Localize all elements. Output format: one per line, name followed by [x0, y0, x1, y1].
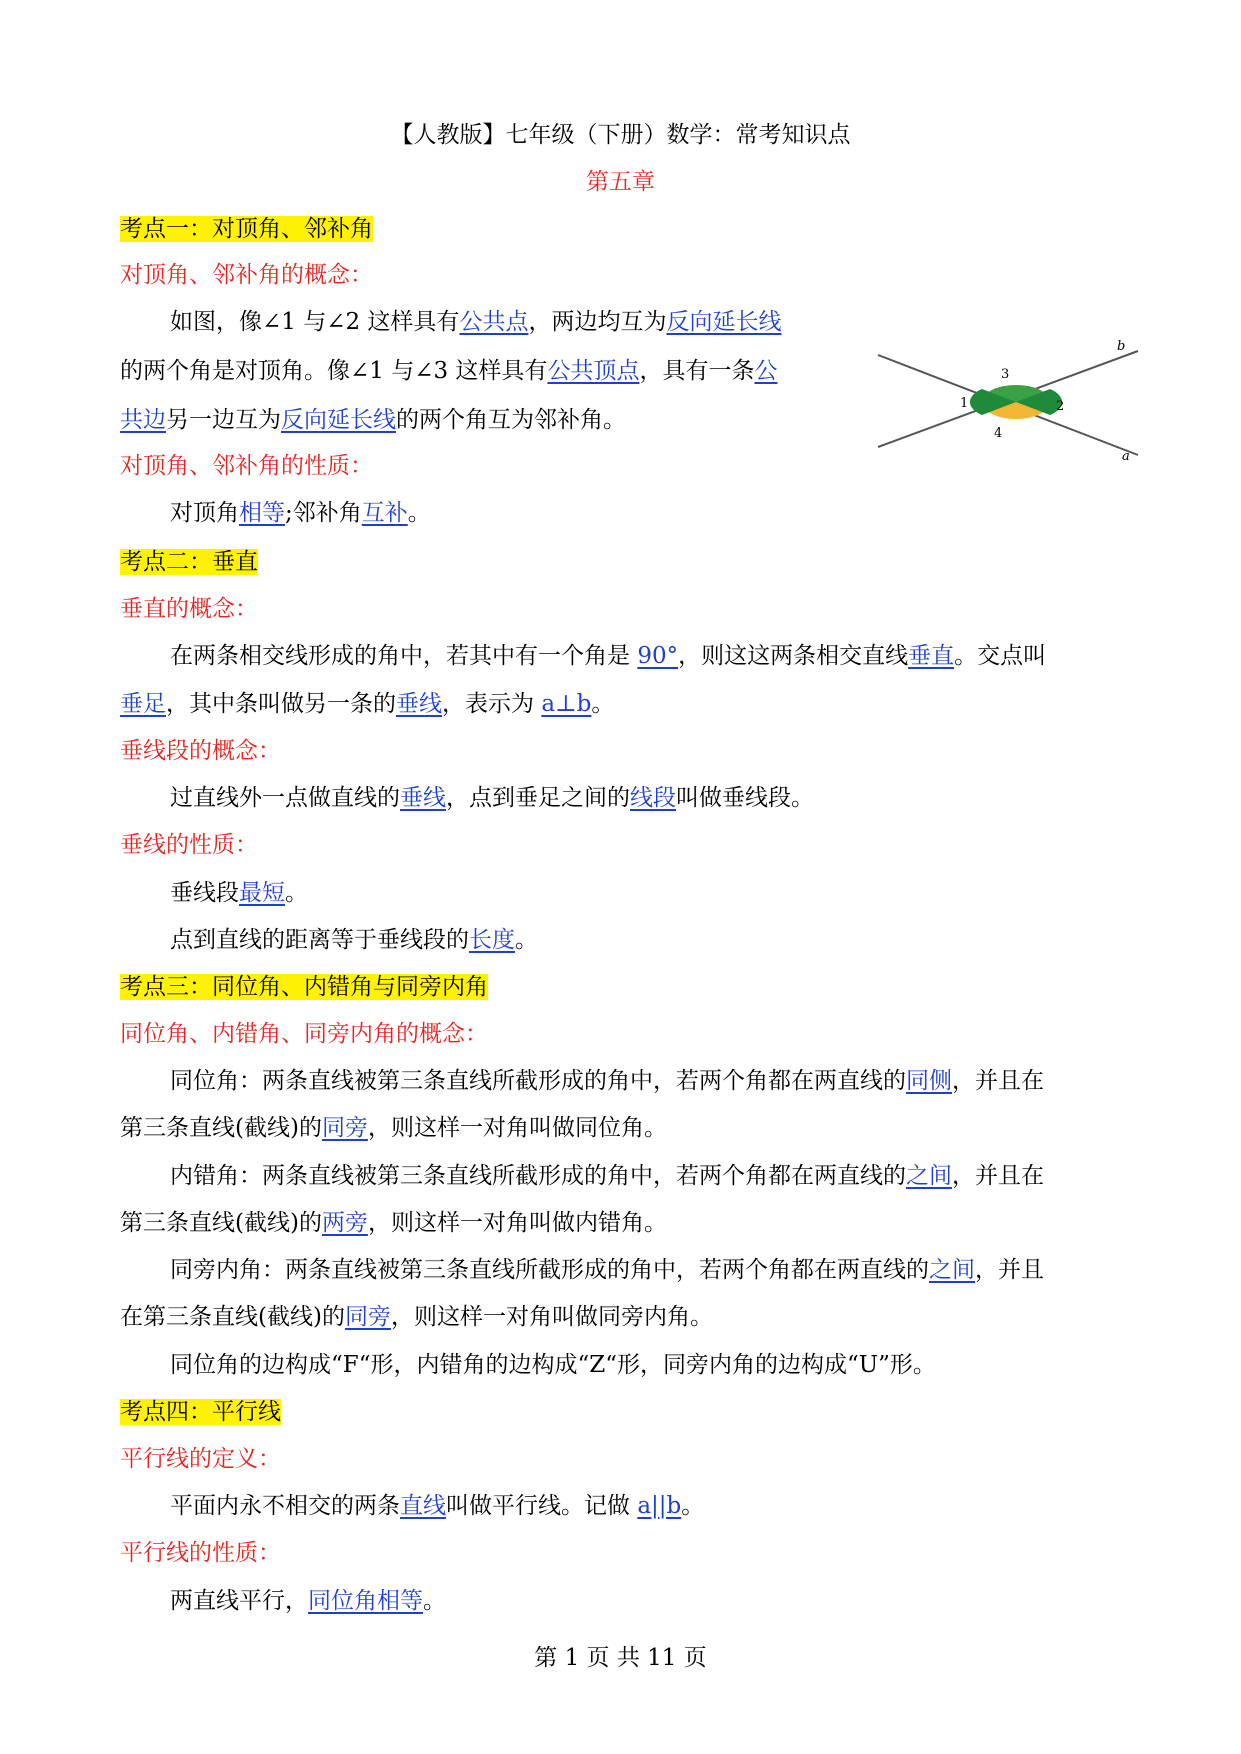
paragraph: 如图，像∠1 与∠2 这样具有公共点，两边均互为反向延长线 [170, 309, 782, 335]
paragraph: 同位角：两条直线被第三条直线所截形成的角中，若两个角都在两直线的同侧，并且在 [170, 1068, 1044, 1094]
term-link[interactable]: 同旁 [344, 1304, 391, 1330]
section-2-segment-label: 垂线段的概念： [120, 738, 281, 764]
section-1-heading: 考点一：对顶角、邻补角 [120, 216, 373, 242]
term-link[interactable]: 互补 [361, 500, 408, 526]
paragraph: 垂足，其中条叫做另一条的垂线，表示为 a⊥b。 [120, 691, 615, 717]
section-2-heading: 考点二：垂直 [120, 549, 258, 575]
paragraph: 在第三条直线(截线)的同旁，则这样一对角叫做同旁内角。 [120, 1304, 713, 1330]
label-a: a [1122, 449, 1130, 464]
paragraph: 两直线平行，同位角相等。 [170, 1588, 446, 1614]
paragraph: 共边另一边互为反向延长线的两个角互为邻补角。 [120, 407, 626, 433]
term-link[interactable]: 垂线 [400, 785, 446, 811]
term-link[interactable]: 垂线 [396, 691, 442, 717]
paragraph: 同旁内角：两条直线被第三条直线所截形成的角中，若两个角都在两直线的之间，并且 [170, 1257, 1044, 1283]
section-4-property-label: 平行线的性质： [120, 1540, 281, 1566]
term-link[interactable]: a||b [637, 1493, 682, 1519]
term-link[interactable]: 公共顶点 [547, 358, 640, 384]
term-link[interactable]: 反向延长线 [281, 407, 396, 433]
paragraph: 第三条直线(截线)的同旁，则这样一对角叫做同位角。 [120, 1115, 667, 1141]
term-link[interactable]: 公共点 [459, 309, 529, 335]
term-link[interactable]: 垂直 [908, 643, 955, 669]
term-link[interactable]: 共边 [120, 407, 166, 433]
term-link[interactable]: 两旁 [321, 1210, 368, 1236]
paragraph: 垂线段最短。 [170, 880, 308, 906]
label-4: 4 [994, 426, 1003, 441]
term-link[interactable]: 长度 [469, 927, 515, 953]
term-link[interactable]: 最短 [239, 880, 285, 906]
paragraph: 平面内永不相交的两条直线叫做平行线。记做 a||b。 [170, 1493, 705, 1519]
section-4-heading: 考点四：平行线 [120, 1399, 281, 1425]
section-3-heading: 考点三：同位角、内错角与同旁内角 [120, 974, 488, 1000]
paragraph: 内错角：两条直线被第三条直线所截形成的角中，若两个角都在两直线的之间，并且在 [170, 1163, 1044, 1189]
label-3: 3 [1001, 367, 1010, 382]
chapter-title: 第五章 [586, 169, 655, 195]
term-link[interactable]: 90° [637, 643, 679, 669]
section-1-property-label: 对顶角、邻补角的性质： [120, 453, 373, 479]
intersecting-lines-figure [870, 335, 1150, 485]
term-link[interactable]: 之间 [929, 1257, 975, 1283]
term-link[interactable]: 同位角相等 [308, 1588, 423, 1614]
term-link[interactable]: 公 [754, 358, 778, 384]
term-link[interactable]: 同侧 [906, 1068, 952, 1094]
paragraph: 第三条直线(截线)的两旁，则这样一对角叫做内错角。 [120, 1210, 667, 1236]
section-2-concept-label: 垂直的概念： [120, 596, 258, 622]
paragraph: 点到直线的距离等于垂线段的长度。 [170, 927, 538, 953]
label-2: 2 [1056, 399, 1065, 414]
term-link[interactable]: 直线 [400, 1493, 446, 1519]
label-1: 1 [960, 396, 969, 411]
section-3-concept-label: 同位角、内错角、同旁内角的概念： [120, 1021, 488, 1047]
page-title: 【人教版】七年级（下册）数学：常考知识点 [390, 122, 851, 148]
paragraph: 同位角的边构成“F“形，内错角的边构成“Z“形，同旁内角的边构成“U”形。 [170, 1352, 936, 1378]
section-1-concept-label: 对顶角、邻补角的概念： [120, 262, 373, 288]
term-link[interactable]: 之间 [906, 1163, 952, 1189]
paragraph: 对顶角相等;邻补角互补。 [170, 500, 431, 526]
term-link[interactable]: 线段 [630, 785, 676, 811]
term-link[interactable]: 垂足 [120, 691, 166, 717]
term-link[interactable]: 同旁 [321, 1115, 368, 1141]
section-2-property-label: 垂线的性质： [120, 832, 258, 858]
paragraph: 的两个角是对顶角。像∠1 与∠3 这样具有公共顶点，具有一条公 [120, 358, 778, 384]
term-link[interactable]: 相等 [239, 500, 285, 526]
label-b: b [1117, 339, 1126, 354]
page-footer: 第 1 页 共 11 页 [534, 1645, 707, 1671]
paragraph: 过直线外一点做直线的垂线，点到垂足之间的线段叫做垂线段。 [170, 785, 814, 811]
paragraph: 在两条相交线形成的角中，若其中有一个角是 90°，则这这两条相交直线垂直。交点叫 [170, 643, 1047, 669]
term-link[interactable]: a⊥b [541, 691, 592, 717]
term-link[interactable]: 反向延长线 [666, 309, 782, 335]
section-4-definition-label: 平行线的定义： [120, 1446, 281, 1472]
